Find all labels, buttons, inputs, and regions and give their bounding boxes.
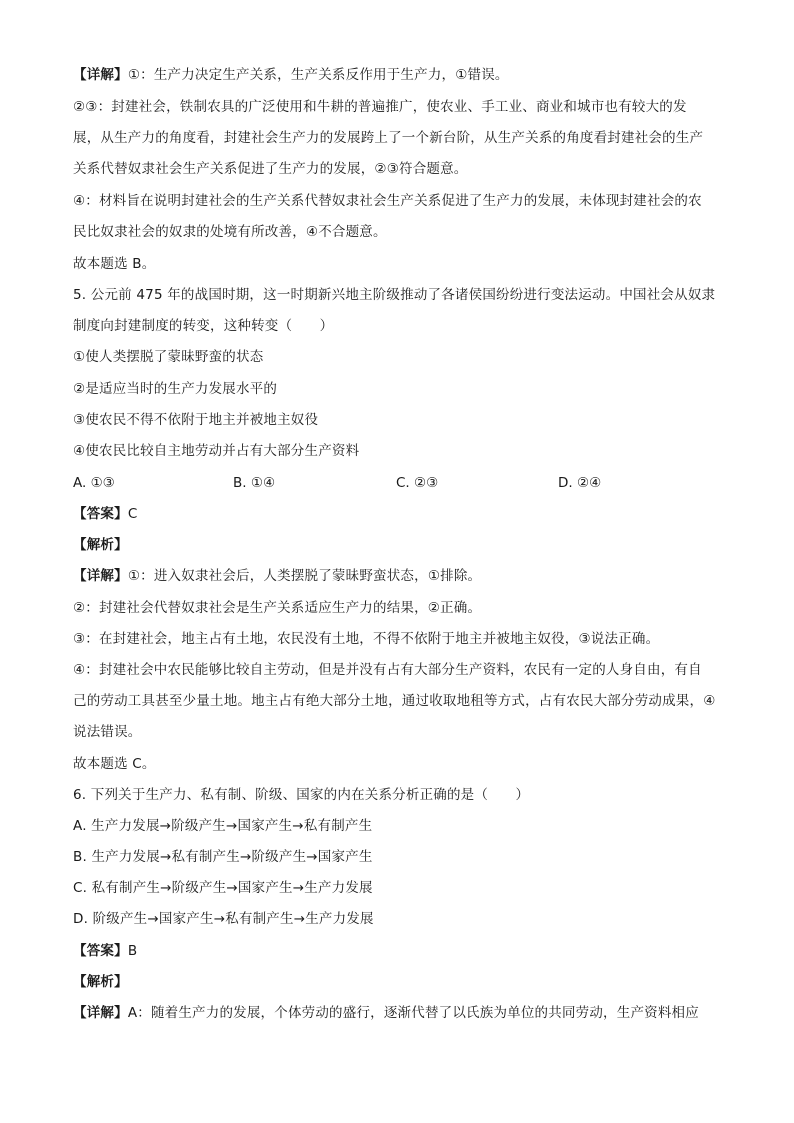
line-text: 5. 公元前 475 年的战国时期，这一时期新兴地主阶级推动了各诸侯国纷纷进行变法运动。中国社会从奴隶 bbox=[73, 287, 716, 303]
text-line bbox=[73, 222, 387, 242]
line-text: A：随着生产力的发展，个体劳动的盛行，逐渐代替了以氏族为单位的共同劳动，生产资料相应 bbox=[127, 1005, 699, 1021]
line-label: 【解析】 bbox=[73, 974, 128, 990]
text-line bbox=[73, 629, 659, 649]
line-text: ②是适应当时的生产力发展水平的 bbox=[73, 381, 278, 397]
line-text: 己的劳动工具甚至少量土地。地主占有绝大部分土地，通过收取地租等方式，占有农民大部分劳动成果，④ bbox=[73, 693, 716, 709]
text-line bbox=[73, 660, 702, 680]
text-line bbox=[73, 691, 716, 711]
text-line bbox=[73, 1003, 699, 1023]
option-d: D. ②④ bbox=[558, 475, 602, 491]
line-text: 故本题选 C。 bbox=[73, 756, 156, 772]
text-line bbox=[73, 566, 481, 586]
line-text: B. 生产力发展→私有制产生→阶级产生→国家产生 bbox=[73, 849, 373, 865]
option-c: C. ②③ bbox=[396, 475, 439, 491]
statement-3 bbox=[73, 410, 318, 430]
text-line bbox=[73, 316, 333, 336]
line-text: C bbox=[127, 506, 138, 522]
answer-line bbox=[73, 504, 137, 524]
option-d bbox=[73, 909, 374, 929]
line-text: 关系代替奴隶社会生产关系促进了生产力的发展，②③符合题意。 bbox=[73, 161, 468, 177]
statement-2 bbox=[73, 379, 277, 399]
option-b bbox=[73, 847, 373, 867]
text-line bbox=[73, 191, 702, 211]
line-text: ④使农民比较自主地劳动并占有大部分生产资料 bbox=[73, 443, 360, 459]
line-text: B bbox=[127, 943, 138, 959]
line-label: 【详解】 bbox=[73, 568, 128, 584]
line-text: 展，从生产力的角度看，封建社会生产力的发展跨上了一个新台阶，从生产关系的角度看封建社会的生产 bbox=[73, 130, 704, 146]
line-label: 【答案】 bbox=[73, 943, 128, 959]
line-text: ③：在封建社会，地主占有土地，农民没有土地，不得不依附于地主并被地主奴役，③说法正确。 bbox=[73, 631, 660, 647]
answer-line bbox=[73, 941, 137, 961]
line-text: ②：封建社会代替奴隶社会是生产关系适应生产力的结果，②正确。 bbox=[73, 600, 482, 616]
question-5-stem bbox=[73, 285, 715, 305]
text-line bbox=[73, 128, 703, 148]
statement-1 bbox=[73, 347, 263, 367]
text-line bbox=[73, 754, 156, 774]
text-line bbox=[73, 598, 481, 618]
line-label: 【详解】 bbox=[73, 1005, 128, 1021]
line-text: ③使农民不得不依附于地主并被地主奴役 bbox=[73, 412, 319, 428]
line-label: 【详解】 bbox=[73, 67, 128, 83]
line-text: ①：生产力决定生产关系，生产关系反作用于生产力，①错误。 bbox=[127, 67, 509, 83]
line-text: ①：进入奴隶社会后，人类摆脱了蒙昧野蛮状态，①排除。 bbox=[127, 568, 482, 584]
option-c bbox=[73, 878, 373, 898]
line-text: 6. 下列关于生产力、私有制、阶级、国家的内在关系分析正确的是（ ） bbox=[73, 787, 530, 803]
statement-4 bbox=[73, 441, 359, 461]
line-text: D. 阶级产生→国家产生→私有制产生→生产力发展 bbox=[73, 911, 374, 927]
text-line bbox=[73, 65, 509, 85]
line-text: ④：封建社会中农民能够比较自主劳动，但是并没有占有大部分生产资料，农民有一定的人身自由，有自 bbox=[73, 662, 702, 678]
text-line bbox=[73, 254, 155, 274]
question-6-stem bbox=[73, 785, 529, 805]
text-line bbox=[73, 159, 468, 179]
option-b: B. ①④ bbox=[233, 475, 276, 491]
line-label: 【解析】 bbox=[73, 537, 128, 553]
analysis-heading bbox=[73, 535, 128, 555]
line-text: ②③：封建社会，铁制农具的广泛使用和牛耕的普遍推广，使农业、手工业、商业和城市也有较大的发 bbox=[73, 99, 687, 115]
line-text: A. 生产力发展→阶级产生→国家产生→私有制产生 bbox=[73, 818, 373, 834]
option-a: A. ①③ bbox=[73, 475, 115, 491]
line-label: 【答案】 bbox=[73, 506, 128, 522]
line-text: 制度向封建制度的转变，这种转变（ ） bbox=[73, 318, 334, 334]
text-line bbox=[73, 722, 142, 742]
line-text: 民比奴隶社会的奴隶的处境有所改善，④不合题意。 bbox=[73, 224, 387, 240]
line-text: 说法错误。 bbox=[73, 724, 142, 740]
option-a bbox=[73, 816, 372, 836]
analysis-heading bbox=[73, 972, 128, 992]
text-line bbox=[73, 97, 687, 117]
line-text: C. 私有制产生→阶级产生→国家产生→生产力发展 bbox=[73, 880, 373, 896]
line-text: ①使人类摆脱了蒙昧野蛮的状态 bbox=[73, 349, 264, 365]
line-text: ④：材料旨在说明封建社会的生产关系代替奴隶社会生产关系促进了生产力的发展，未体现封建社会的农 bbox=[73, 193, 702, 209]
line-text: 故本题选 B。 bbox=[73, 256, 156, 272]
